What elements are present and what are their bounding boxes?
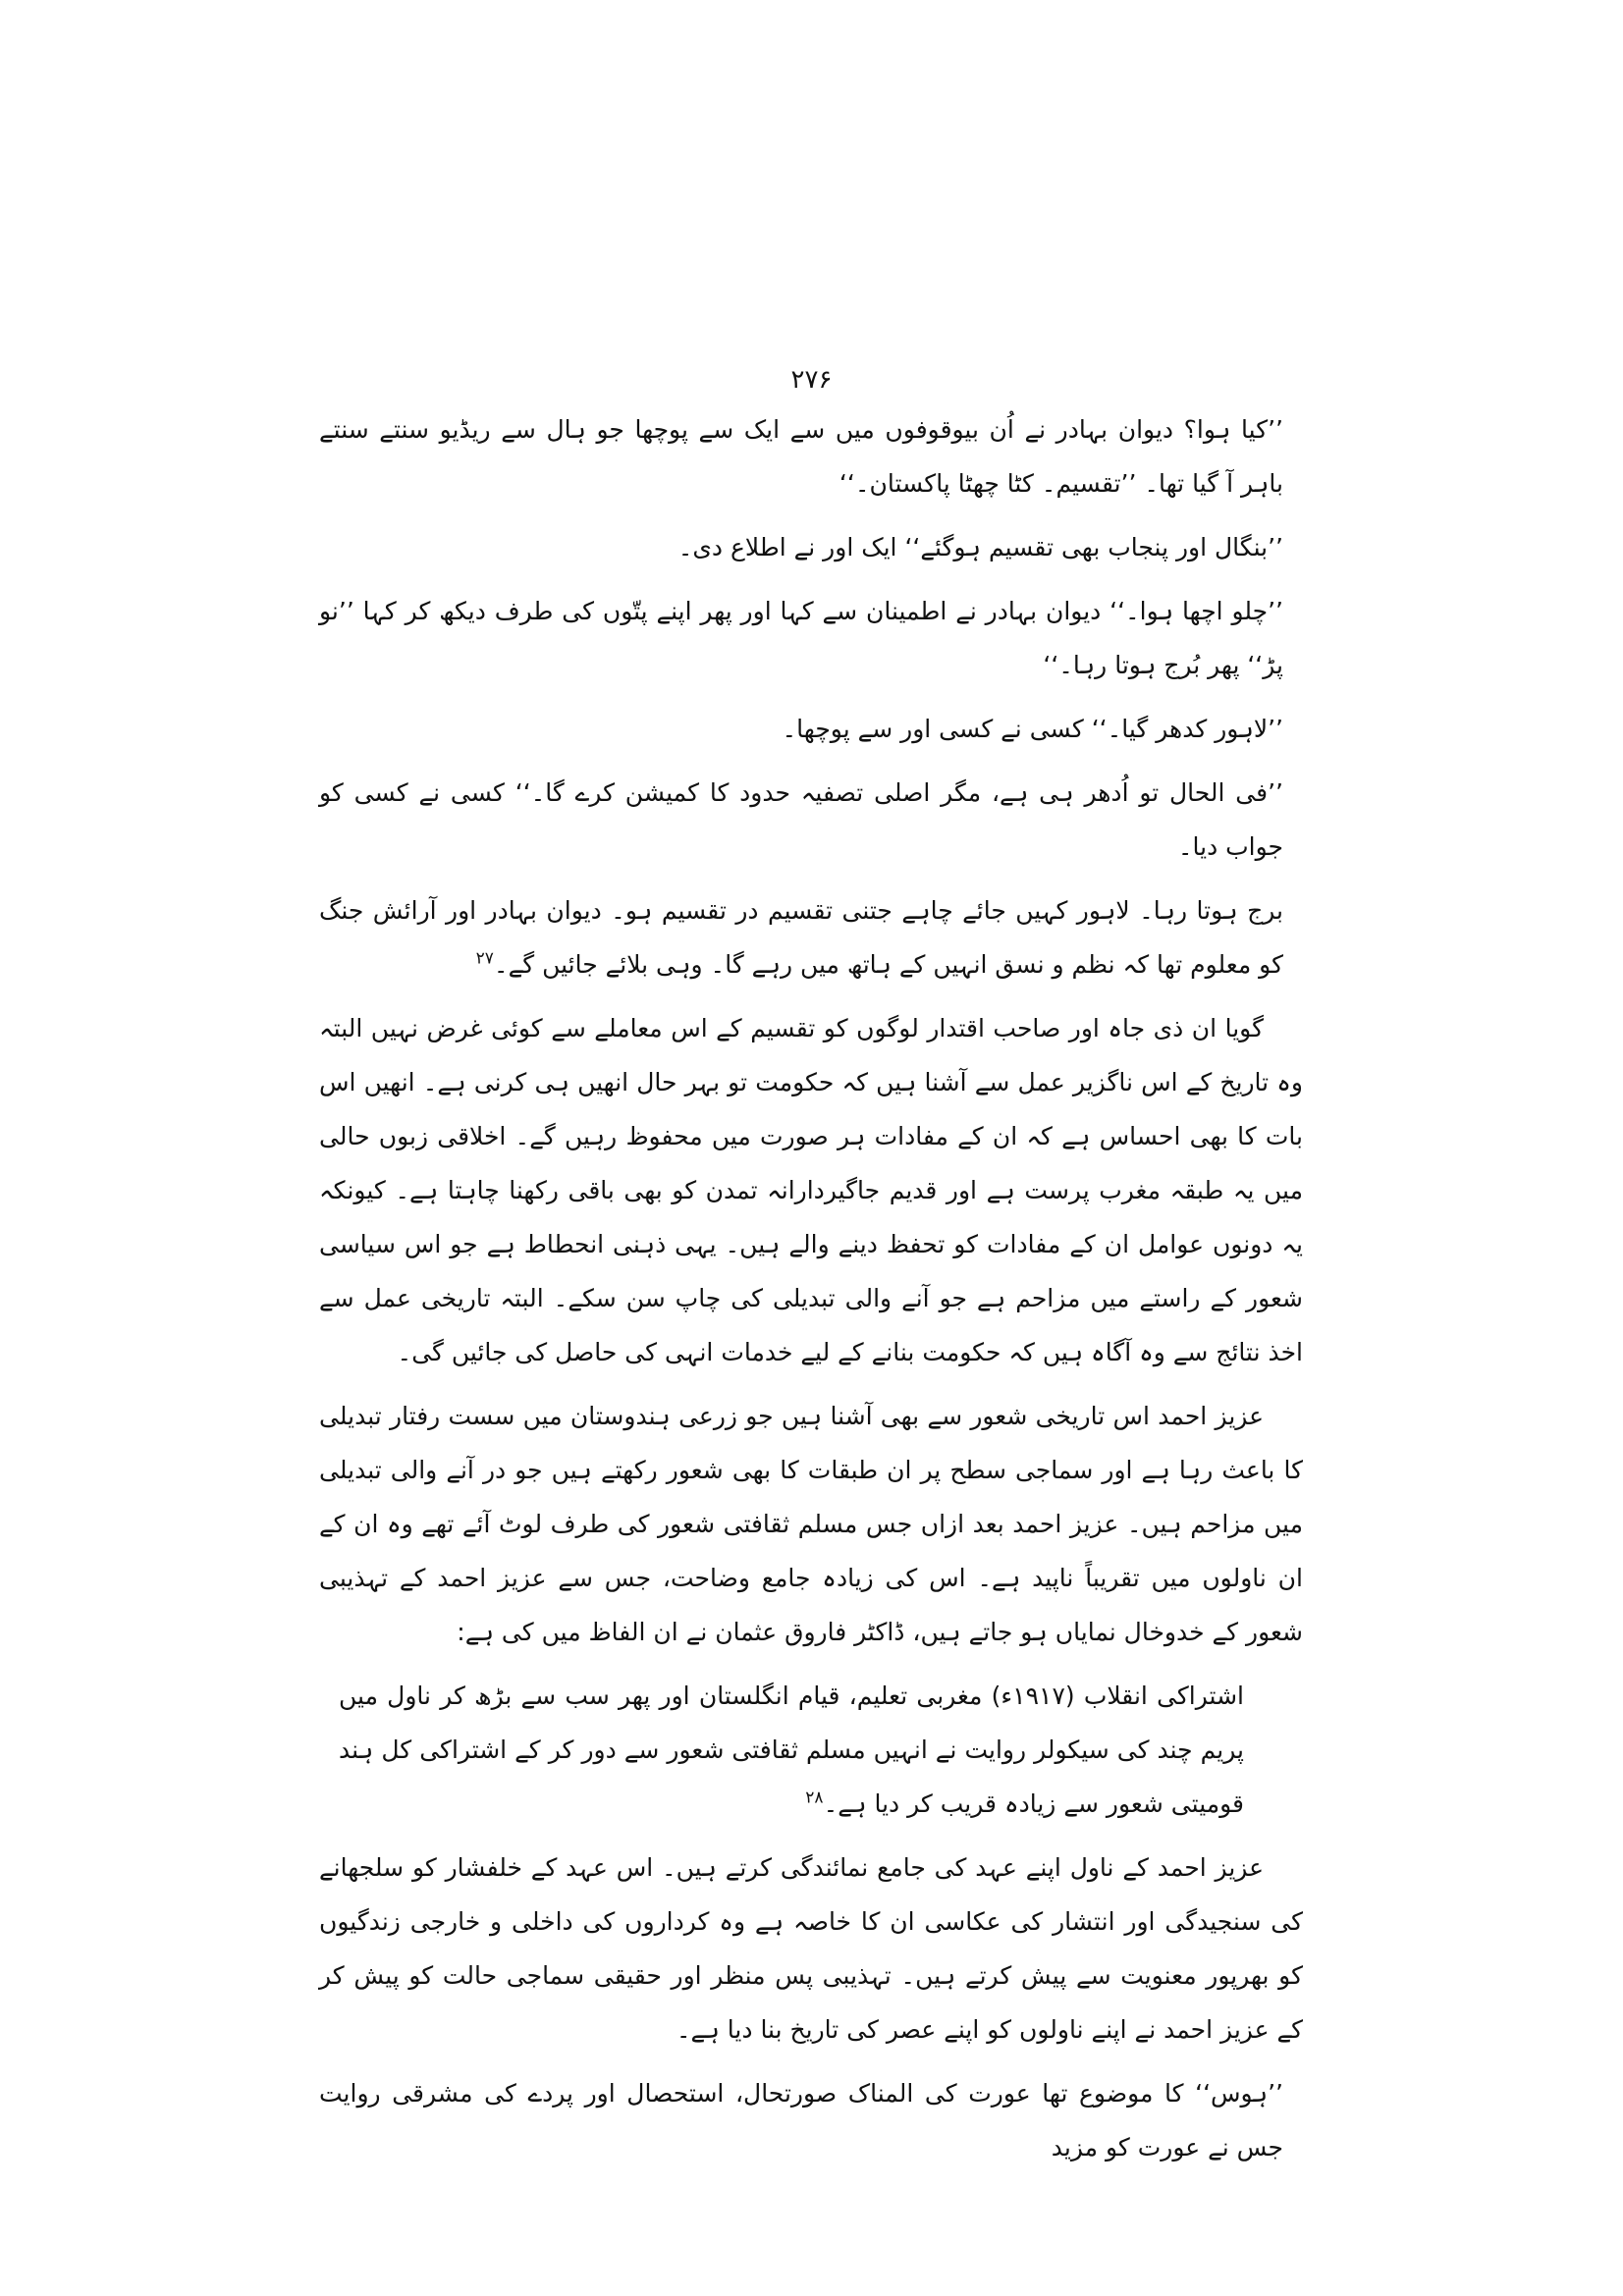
body-text: [319, 402, 1303, 2184]
block-quote: اشتراکی انقلاب (۱۹۱۷ء) مغربی تعلیم، قیام انگلستان اور پھر سب سے بڑھ کر ناول میں پریم چند کی سیکولر روایت نے انہیں مسلم ثقافتی شعور سے دور کر کے اشتراکی کل ہند قومیتی شعور سے زیادہ قریب کر دیا ہے۔$^{۲۸}$: [339, 1682, 1244, 1818]
body-paragraph: عزیز احمد کے ناول اپنے عہد کی جامع نمائندگی کرتے ہیں۔ اس عہد کے خلفشار کو سلجھانے کی سنجیدگی اور انتشار کی عکاسی ان کا خاصہ ہے وہ کرداروں کی داخلی و خارجی زندگیوں کو بھرپور معنویت سے پیش کرتے ہیں۔ تہذیبی پس منظر اور حقیقی سماجی حالت کو پیش کر کے عزیز احمد نے اپنے ناولوں کو اپنے عصر کی تاریخ بنا دیا ہے۔: [319, 1853, 1303, 2044]
footnote-marker: ۲۷: [475, 948, 494, 969]
page-number: ۲۷۶: [790, 365, 833, 395]
dialogue-paragraph: ’’بنگال اور پنجاب بھی تقسیم ہوگئے‘‘ ایک اور نے اطلاع دی۔: [677, 533, 1283, 561]
footnote-marker: ۲۸: [805, 1788, 824, 1808]
body-paragraph: ’’ہوس‘‘ کا موضوع تھا عورت کی المناک صورتحال، استحصال اور پردے کی مشرقی روایت جس نے عورت کو مزید: [319, 2079, 1283, 2162]
body-paragraph: گویا ان ذی جاہ اور صاحب اقتدار لوگوں کو تقسیم کے اس معاملے سے کوئی غرض نہیں البتہ وہ تاریخ کے اس ناگزیر عمل سے آشنا ہیں کہ حکومت تو بہر حال انھیں ہی کرنی ہے۔ انھیں اس بات کا بھی احساس ہے کہ ان کے مفادات ہر صورت میں محفوظ رہیں گے۔ اخلاقی زبوں حالی میں یہ طبقہ مغرب پرست ہے اور قدیم جاگیردارانہ تمدن کو بھی باقی رکھنا چاہتا ہے۔ کیونکہ یہ دونوں عوامل ان کے مفادات کو تحفظ دینے والے ہیں۔ یہی ذہنی انحطاط ہے جو اس سیاسی شعور کے راستے میں مزاحم ہے جو آنے والی تبدیلی کی چاپ سن سکے۔ البتہ تاریخی عمل سے اخذ نتائج سے وہ آگاہ ہیں کہ حکومت بنانے کے لیے خدمات انہی کی حاصل کی جائیں گی۔: [319, 1014, 1303, 1366]
dialogue-paragraph: ’’چلو اچھا ہوا۔‘‘ دیوان بہادر نے اطمینان سے کہا اور پھر اپنے پتّوں کی طرف دیکھ کر کہا ’’نو پڑ‘‘ پھر بُرج ہوتا رہا۔‘‘: [319, 597, 1283, 679]
body-paragraph: عزیز احمد اس تاریخی شعور سے بھی آشنا ہیں جو زرعی ہندوستان میں سست رفتار تبدیلی کا باعث رہا ہے اور سماجی سطح پر ان طبقات کا بھی شعور رکھتے ہیں جو در آنے والی تبدیلی میں مزاحم ہیں۔ عزیز احمد بعد ازاں جس مسلم ثقافتی شعور کی طرف لوٹ آئے تھے وہ ان کے ان ناولوں میں تقریباً ناپید ہے۔ اس کی زیادہ جامع وضاحت، جس سے عزیز احمد کے تہذیبی شعور کے خدوخال نمایاں ہو جاتے ہیں، ڈاکٹر فاروق عثمان نے ان الفاظ میں کی ہے:: [319, 1402, 1303, 1646]
quoted-paragraph: برج ہوتا رہا۔ لاہور کہیں جائے چاہے جتنی تقسیم در تقسیم ہو۔ دیوان بہادر اور آرائش جنگ کو معلوم تھا کہ نظم و نسق انہیں کے ہاتھ میں رہے گا۔ وہی بلائے جائیں گے۔$^{۲۷}$: [319, 896, 1283, 979]
dialogue-paragraph: ’’لاہور کدھر گیا۔‘‘ کسی نے کسی اور سے پوچھا۔: [782, 715, 1283, 743]
dialogue-paragraph: ’’فی الحال تو اُدھر ہی ہے، مگر اصلی تصفیہ حدود کا کمیشن کرے گا۔‘‘ کسی نے کسی کو جواب دیا۔: [319, 778, 1283, 861]
dialogue-paragraph: ’’کیا ہوا؟ دیوان بہادر نے اُن بیوقوفوں میں سے ایک سے پوچھا جو ہال سے ریڈیو سنتے سنتے باہر آ گیا تھا۔ ’’تقسیم۔ کٹا چھٹا پاکستان۔‘‘: [319, 415, 1283, 498]
